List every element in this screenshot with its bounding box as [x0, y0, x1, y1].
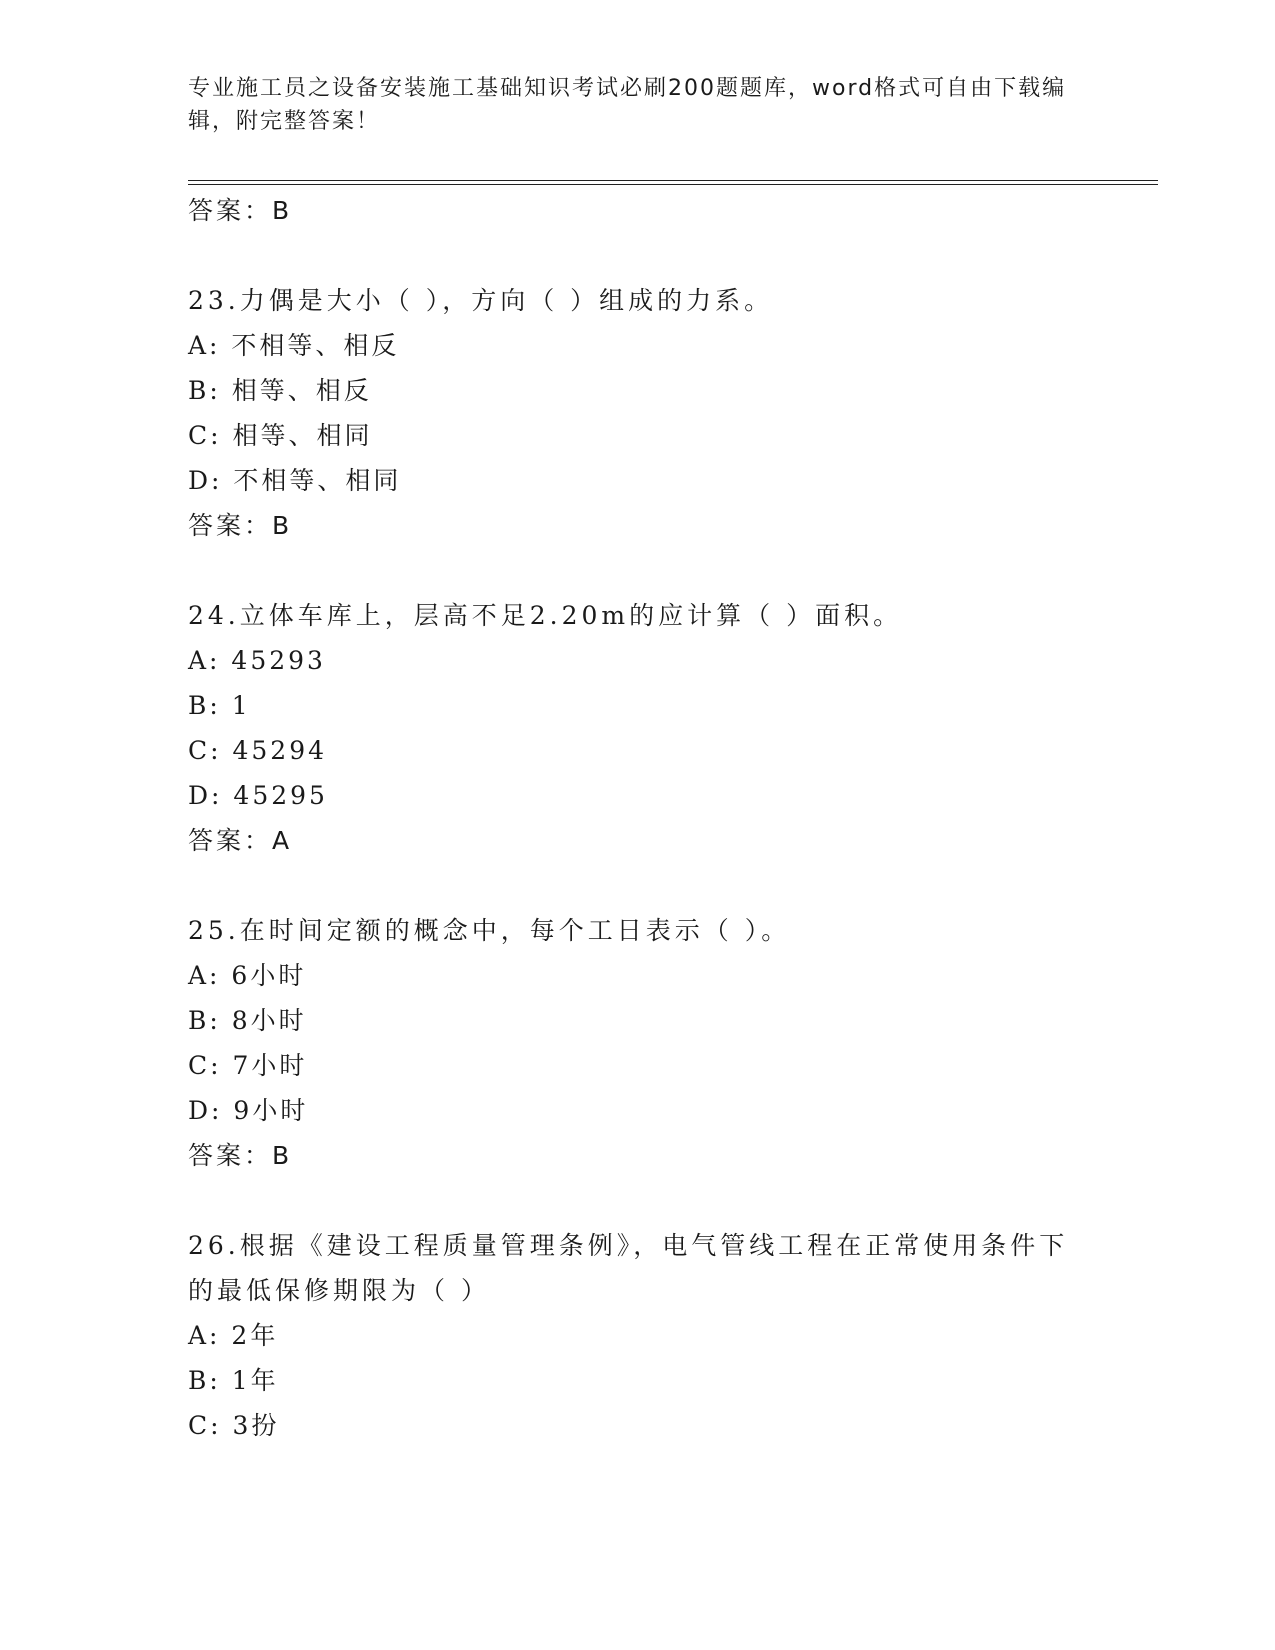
- option-c: C: 7小时: [188, 1051, 308, 1080]
- option-c: C: 45294: [188, 736, 328, 765]
- option-c: C: 3扮: [188, 1411, 280, 1440]
- question-list: [188, 188, 1088, 1448]
- question-text: 24.立体车库上，层高不足2.20m的应计算（ ）面积。: [188, 601, 903, 630]
- option-a: A: 2年: [188, 1321, 279, 1350]
- question-item: [188, 1223, 1088, 1448]
- question-item: [188, 593, 1088, 864]
- question-text: 25.在时间定额的概念中，每个工日表示（ ）。: [188, 916, 791, 945]
- question-text: 26.根据《建设工程质量管理条例》，电气管线工程在正常使用条件下的最低保修期限为（ ）: [188, 1231, 1069, 1305]
- answer-line: 答案：B: [188, 511, 293, 540]
- option-d: D: 45295: [188, 781, 328, 810]
- answer-line: 答案：B: [188, 1141, 293, 1170]
- question-item: [188, 908, 1088, 1179]
- option-c: C: 相等、相同: [188, 421, 373, 450]
- option-d: D: 9小时: [188, 1096, 309, 1125]
- document-header-title: 专业施工员之设备安装施工基础知识考试必刷200题题库，word格式可自由下载编辑，附完整答案！: [188, 76, 1067, 134]
- header-divider: [188, 180, 1158, 185]
- option-a: A: 6小时: [188, 961, 307, 990]
- option-b: B: 1年: [188, 1366, 279, 1395]
- option-b: B: 相等、相反: [188, 376, 372, 405]
- question-item: [188, 278, 1088, 549]
- option-b: B: 1: [188, 691, 251, 720]
- option-d: D: 不相等、相同: [188, 466, 402, 495]
- question-text: 23.力偶是大小（ ），方向（ ）组成的力系。: [188, 286, 774, 315]
- answer-line: 答案：B: [188, 196, 293, 225]
- answer-line: 答案：A: [188, 826, 293, 855]
- option-a: A: 45293: [188, 646, 326, 675]
- option-b: B: 8小时: [188, 1006, 307, 1035]
- option-a: A: 不相等、相反: [188, 331, 400, 360]
